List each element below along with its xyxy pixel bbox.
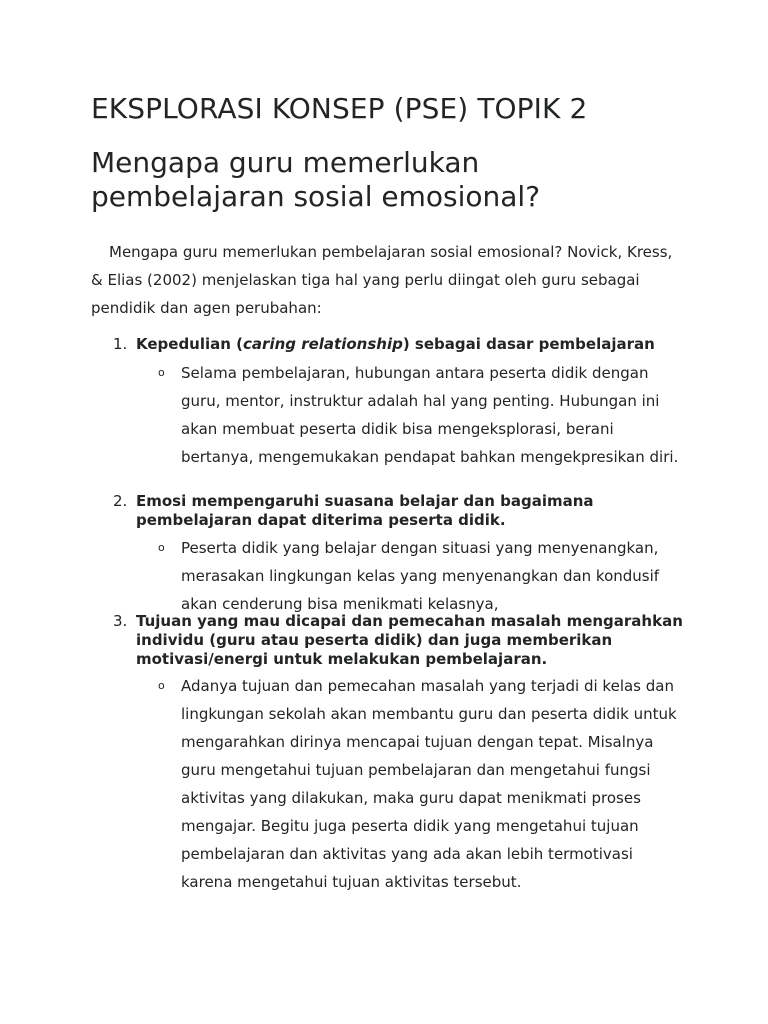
item-number: 1.	[113, 335, 128, 353]
bullet-icon: o	[158, 366, 165, 379]
item-detail: Adanya tujuan dan pemecahan masalah yang terjadi di kelas dan lingkungan sekolah akan membantu guru dan peserta didik untuk mengarahkan dirinya mencapai tujuan dengan tepat. Misalnya guru mengetahui tujuan pembelajaran dan mengetahui fungsi aktivitas yang dilakukan, maka guru dapat menikmati proses mengajar. Begitu juga peserta didik yang mengetahui tujuan pembelajaran dan aktivitas yang ada akan lebih termotivasi karena mengetahui tujuan aktivitas tersebut.	[181, 677, 677, 891]
item-heading: Emosi mempengaruhi suasana belajar dan bagaimana pembelajaran dapat diterima peserta didik.	[136, 492, 594, 529]
document-subtitle: Mengapa guru memerlukan pembelajaran sosial emosional?	[91, 146, 541, 213]
item-number: 2.	[113, 492, 128, 510]
item-heading-italic: caring relationship	[243, 335, 403, 353]
intro-paragraph: Mengapa guru memerlukan pembelajaran sosial emosional? Novick, Kress, & Elias (2002) menjelaskan tiga hal yang perlu diingat oleh guru sebagai pendidik dan agen perubahan:	[91, 243, 673, 317]
item-heading: Kepedulian (caring relationship) sebagai dasar pembelajaran	[136, 335, 655, 353]
item-detail: Selama pembelajaran, hubungan antara peserta didik dengan guru, mentor, instruktur adalah hal yang penting. Hubungan ini akan membuat peserta didik bisa mengeksplorasi, berani bertanya, mengemukakan pendapat bahkan mengekpresikan diri.	[181, 364, 679, 466]
bullet-icon: o	[158, 541, 165, 554]
item-heading: Tujuan yang mau dicapai dan pemecahan masalah mengarahkan individu (guru atau peserta didik) dan juga memberikan motivasi/energi untuk melakukan pembelajaran.	[136, 612, 683, 668]
bullet-icon: o	[158, 679, 165, 692]
item-number: 3.	[113, 612, 128, 630]
item-detail: Peserta didik yang belajar dengan situasi yang menyenangkan, merasakan lingkungan kelas yang menyenangkan dan kondusif akan cenderung bisa menikmati kelasnya,	[181, 539, 660, 613]
document-title: EKSPLORASI KONSEP (PSE) TOPIK 2	[91, 92, 588, 125]
